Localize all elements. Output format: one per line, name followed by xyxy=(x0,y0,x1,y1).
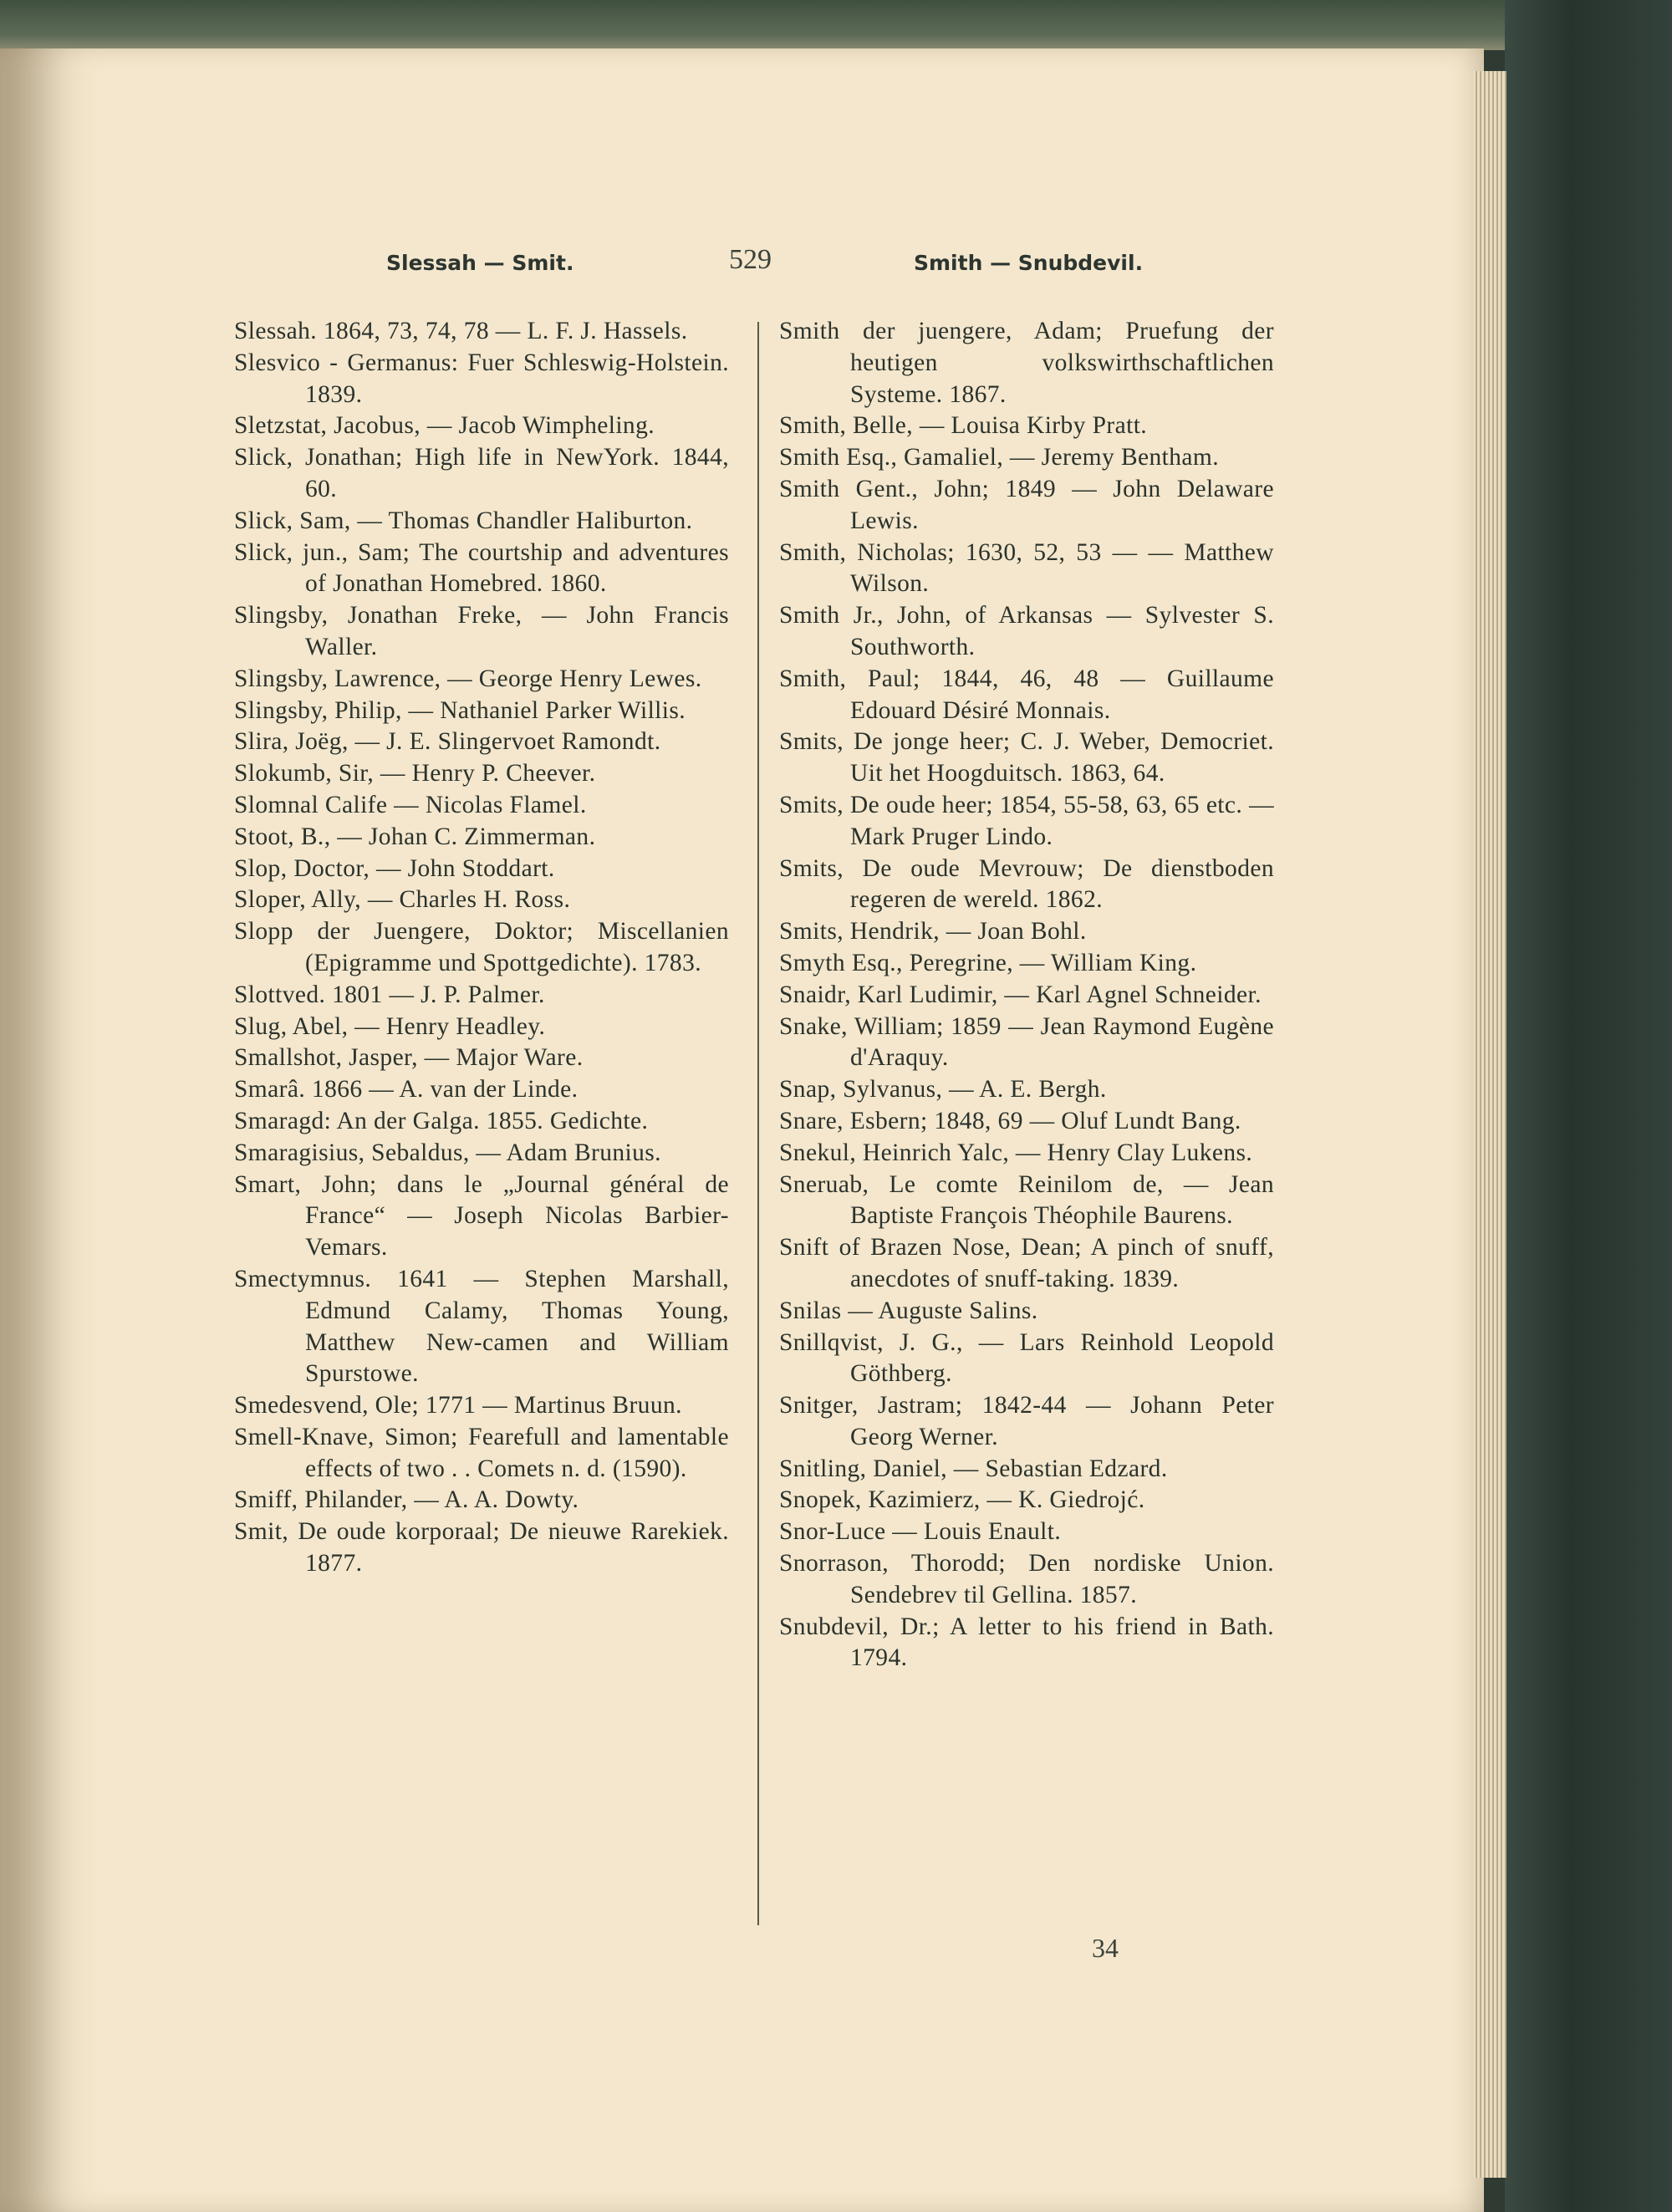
index-entry: Smarâ. 1866 — A. van der Linde. xyxy=(234,1076,579,1103)
index-entry: Snitling, Daniel, — Sebastian Edzard. xyxy=(779,1455,1168,1482)
index-entry: Smits, Hendrik, — Joan Bohl. xyxy=(779,918,1087,945)
index-entry: Smits, De jonge heer; C. J. Weber, Democriet. Uit het Hoogduitsch. 1863, 64. xyxy=(779,728,1274,787)
index-entry: Smedesvend, Ole; 1771 — Martinus Bruun. xyxy=(234,1392,682,1419)
index-entry: Stoot, B., — Johan C. Zimmerman. xyxy=(234,823,596,850)
index-entry: Slomnal Calife — Nicolas Flamel. xyxy=(234,791,587,818)
index-entry: Slingsby, Lawrence, — George Henry Lewes. xyxy=(234,665,702,692)
index-entry: Sloper, Ally, — Charles H. Ross. xyxy=(234,886,571,914)
index-entry: Smell-Knave, Simon; Fearefull and lamentable effects of two . . Comets n. d. (1590). xyxy=(234,1423,729,1482)
index-entry: Smith, Paul; 1844, 46, 48 — Guillaume Edouard Désiré Monnais. xyxy=(779,665,1274,724)
page-edges xyxy=(1473,71,1506,2178)
index-entry: Slopp der Juengere, Doktor; Miscellanien (Epigramme und Spottgedichte). 1783. xyxy=(234,918,729,976)
index-entry: Slick, Jonathan; High life in NewYork. 1844, 60. xyxy=(234,444,729,502)
index-entry: Smith Esq., Gamaliel, — Jeremy Bentham. xyxy=(779,444,1220,471)
right-running-header: Smith — Snubdevil. xyxy=(914,251,1144,275)
book-cover-cloth xyxy=(1505,0,1672,2212)
index-entry: Snor-Luce — Louis Enault. xyxy=(779,1518,1062,1546)
index-entry: Slira, Joëg, — J. E. Slingervoet Ramondt. xyxy=(234,728,661,756)
index-entry: Snap, Sylvanus, — A. E. Bergh. xyxy=(779,1076,1107,1103)
index-entry: Snaidr, Karl Ludimir, — Karl Agnel Schneider. xyxy=(779,981,1262,1008)
index-entry: Slessah. 1864, 73, 74, 78 — L. F. J. Hassels. xyxy=(234,318,688,344)
index-entry: Snift of Brazen Nose, Dean; A pinch of snuff, anecdotes of snuff-taking. 1839. xyxy=(779,1234,1274,1292)
index-entry: Smaragd: An der Galga. 1855. Gedichte. xyxy=(234,1107,649,1134)
index-entry: Slesvico - Germanus: Fuer Schleswig-Holstein. 1839. xyxy=(234,349,729,408)
index-entry: Smith, Belle, — Louisa Kirby Pratt. xyxy=(779,412,1148,440)
index-entry: Slottved. 1801 — J. P. Palmer. xyxy=(234,981,545,1008)
index-entry: Snekul, Heinrich Yalc, — Henry Clay Lukens. xyxy=(779,1139,1253,1166)
index-entry: Smith Jr., John, of Arkansas — Sylvester S. Southworth. xyxy=(779,602,1274,660)
index-entry: Snilas — Auguste Salins. xyxy=(779,1297,1038,1324)
index-entry: Smart, John; dans le „Journal général de France“ — Joseph Nicolas Barbier-Vemars. xyxy=(234,1170,729,1261)
index-entry: Snake, William; 1859 — Jean Raymond Eugène d'Araquy. xyxy=(779,1012,1274,1072)
index-entry: Smyth Esq., Peregrine, — William King. xyxy=(779,949,1197,976)
index-entry: Smits, De oude heer; 1854, 55-58, 63, 65 etc. — Mark Pruger Lindo. xyxy=(779,791,1274,850)
index-entry: Smith der juengere, Adam; Pruefung der heutigen volkswirthschaftlichen Systeme. 1867. xyxy=(779,318,1274,408)
index-entry: Smit, De oude korporaal; De nieuwe Rarekiek. 1877. xyxy=(234,1518,729,1577)
signature-mark: 34 xyxy=(1092,1933,1119,1963)
column-divider xyxy=(757,322,759,1925)
page-number: 529 xyxy=(729,244,772,275)
index-entry: Slick, jun., Sam; The courtship and adventures of Jonathan Homebred. 1860. xyxy=(234,538,729,598)
index-entry: Slop, Doctor, — John Stoddart. xyxy=(234,854,555,882)
index-entry: Smith Gent., John; 1849 — John Delaware Lewis. xyxy=(779,475,1274,534)
left-column xyxy=(234,316,729,1580)
index-entry: Snubdevil, Dr.; A letter to his friend in Bath. 1794. xyxy=(779,1613,1274,1672)
index-entry: Sletzstat, Jacobus, — Jacob Wimpheling. xyxy=(234,412,655,440)
index-entry: Smectymnus. 1641 — Stephen Marshall, Edmund Calamy, Thomas Young, Matthew New-camen and William Spurstowe. xyxy=(234,1265,729,1388)
index-entry: Slingsby, Philip, — Nathaniel Parker Willis. xyxy=(234,696,686,724)
index-entry: Snopek, Kazimierz, — K. Giedrojć. xyxy=(779,1486,1145,1514)
index-entry: Snitger, Jastram; 1842-44 — Johann Peter Georg Werner. xyxy=(779,1392,1274,1450)
index-entry: Slokumb, Sir, — Henry P. Cheever. xyxy=(234,760,596,787)
index-entry: Smiff, Philander, — A. A. Dowty. xyxy=(234,1486,579,1514)
index-entry: Smallshot, Jasper, — Major Ware. xyxy=(234,1044,584,1072)
index-entry: Snorrason, Thorodd; Den nordiske Union. Sendebrev til Gellina. 1857. xyxy=(779,1550,1274,1608)
index-entry: Slick, Sam, — Thomas Chandler Haliburton. xyxy=(234,507,693,534)
index-entry: Slingsby, Jonathan Freke, — John Francis Waller. xyxy=(234,602,729,660)
index-entry: Snillqvist, J. G., — Lars Reinhold Leopold Göthberg. xyxy=(779,1328,1274,1388)
index-entry: Smaragisius, Sebaldus, — Adam Brunius. xyxy=(234,1139,661,1166)
index-entry: Sneruab, Le comte Reinilom de, — Jean Baptiste François Théophile Baurens. xyxy=(779,1170,1274,1230)
index-entry: Snare, Esbern; 1848, 69 — Oluf Lundt Bang. xyxy=(779,1107,1241,1134)
index-entry: Smith, Nicholas; 1630, 52, 53 — — Matthew Wilson. xyxy=(779,538,1274,598)
left-running-header: Slessah — Smit. xyxy=(386,251,574,275)
index-entry: Smits, De oude Mevrouw; De dienstboden regeren de wereld. 1862. xyxy=(779,854,1274,914)
top-edge xyxy=(0,0,1505,50)
index-entry: Slug, Abel, — Henry Headley. xyxy=(234,1012,546,1040)
right-column xyxy=(779,316,1274,1674)
